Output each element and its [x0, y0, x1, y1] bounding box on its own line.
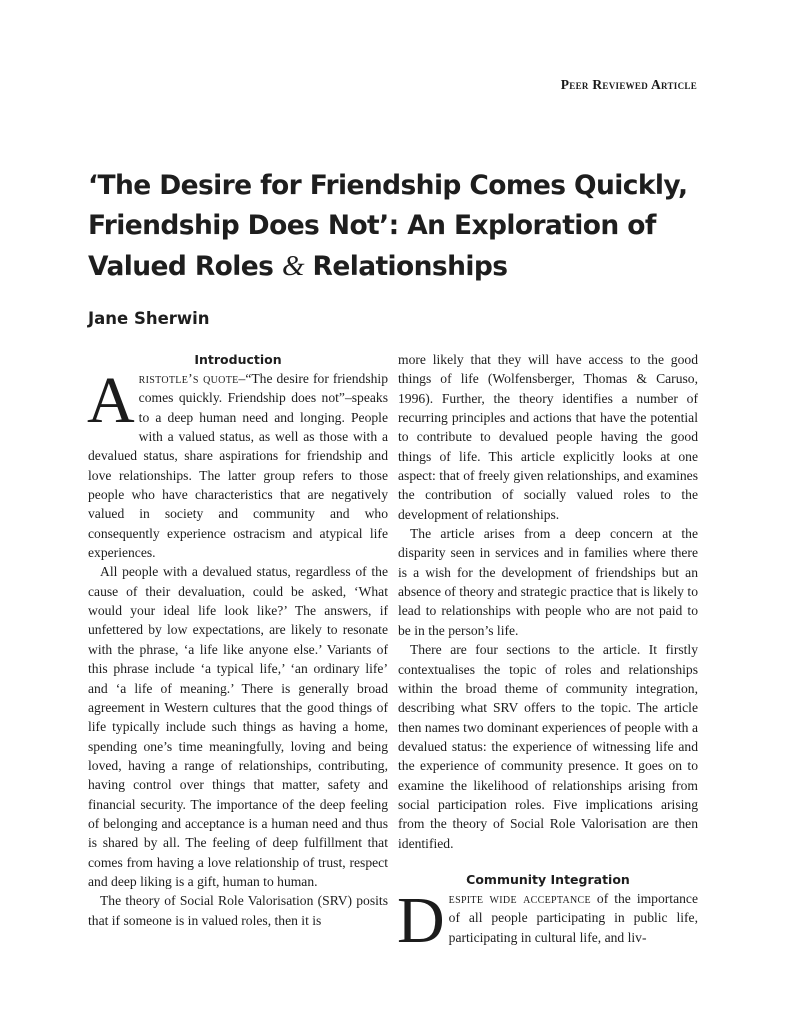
intro-paragraph-3-continued: more likely that they will have access to the good things of life (Wolfensberger, Thomas & Caruso, 1996). Further, the theory identifies a number of recurring principles and actions that have the potential to contribute to devalued people having the good things of life. This article explicitly looks at one aspect: that of freely given relationships, and examines the contribution of socially valued roles to the development of relationships.: [398, 352, 698, 522]
intro-paragraph-4: The article arises from a deep concern at the disparity seen in services and in families where there is a wish for the development of friendships but an absence of theory and strategic practice that is likely to lead to relationships with people who are not paid to be in the person’s life.: [398, 526, 698, 638]
intro-paragraph-1: [87, 364, 388, 562]
community-lead-smallcaps: espite wide acceptance: [448, 890, 591, 906]
right-column: [397, 350, 698, 957]
community-paragraph-1: [397, 883, 698, 957]
drop-cap-a: A: [87, 364, 135, 437]
author-name: Jane Sherwin: [88, 309, 210, 328]
drop-cap-d: D: [397, 883, 445, 957]
running-head: Peer Reviewed Article: [560, 77, 697, 92]
intro-paragraph-3-start: The theory of Social Role Valorisation (SRV) posits that if someone is in valued roles, then it is: [88, 893, 388, 928]
intro-paragraph-5: There are four sections to the article. It firstly contextualises the topic of roles and relationships within the broad theme of community integration, describing what SRV offers to the topic. The article then names two dominant experiences of people with a devalued status: the experience of witnessing life and the experience of community presence. It goes on to examine the likelihood of relationships arising from social participation roles. Five implications arising from the theory of Social Role Valorisation are then identified.: [398, 642, 698, 851]
section-heading-community-integration: Community Integration: [466, 871, 630, 887]
section-heading-introduction: Introduction: [194, 352, 282, 367]
intro-paragraph-1-text: –“The desire for friendship comes quickly. Friendship does not”–speaks to a deep human need and longing. People with a valued status, as well as those with a devalued status, share aspirations for friendship and love relationships. The latter group refers to those people who have characteristics that are negatively valued in society and community and who consequently experience ostracism and atypical life experiences.: [88, 371, 388, 561]
community-paragraph-1-text: of the importance of all people participating in public life, participating in cultural life, and liv-: [448, 890, 698, 945]
title-ampersand: &: [281, 250, 304, 282]
title-part-2: Relationships: [303, 251, 508, 282]
section-spacer: [398, 853, 698, 870]
article-title: [88, 166, 718, 287]
intro-paragraph-2: All people with a devalued status, regardless of the cause of their devaluation, could be asked, ‘What would your ideal life look like?’ The answers, if unfettered by low expectations, are likely to resonate with the phrase, ‘a life like anyone else.’ Variants of this phrase include ‘a typical life,’ ‘an ordinary life’ and ‘a life of meaning.’ There is generally broad agreement in Western cultures that the good things of life typically include such things as having a home, spending one’s time meaningfully, loving and being loved, having a range of relationships, contributing, having control over things that matter, safety and financial security. The importance of the deep feeling of belonging and acceptance is a human need and thus is shared by all. The feeling of deep fulfillment that comes from having a love relationship of trust, respect and deep liking is a gift, human to human.: [88, 564, 388, 889]
intro-lead-smallcaps: ristotle’s quote: [138, 371, 239, 386]
left-column: [88, 350, 388, 930]
title-part-1: ‘The Desire for Friendship Comes Quickly, Friendship Does Not’: An Exploration of Valued Roles: [88, 170, 688, 282]
